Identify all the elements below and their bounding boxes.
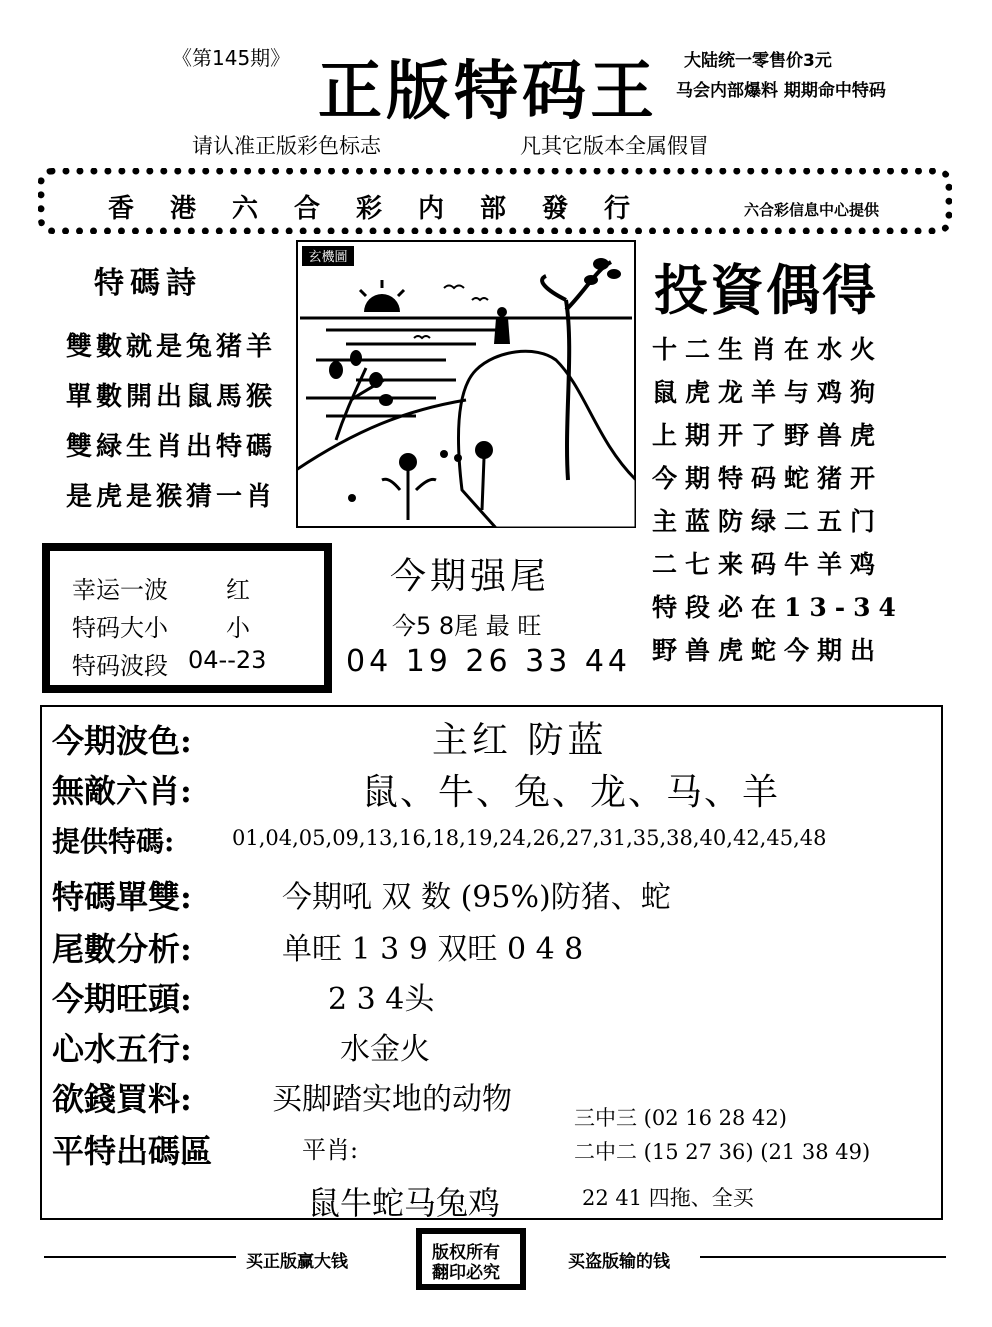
poem-line: 是虎是猴猜一肖 <box>66 482 277 512</box>
issue-number: 《第145期》 <box>172 46 291 70</box>
footer-right-text: 买盗版输的钱 <box>568 1252 670 1272</box>
page-title: 正版特码王 <box>318 54 658 129</box>
row-value-oddeven: 今期吼 双 数 (95%)防猪、蛇 <box>282 880 671 915</box>
lucky-value: 小 <box>226 614 250 642</box>
authenticity-note-right: 凡其它版本全属假冒 <box>520 134 709 158</box>
row-label-element: 心水五行: <box>52 1030 192 1068</box>
invest-line: 特段必在13-34 <box>652 593 904 622</box>
price-note: 大陆统一零售价3元 <box>684 51 832 71</box>
poem-line: 雙緑生肖出特碼 <box>66 432 277 462</box>
row-label-head: 今期旺頭: <box>52 980 192 1018</box>
flat-animals: 鼠牛蛇马兔鸡 <box>308 1184 501 1222</box>
flat-line: 22 41 四拖、全买 <box>582 1186 754 1210</box>
authenticity-note-left: 请认准正版彩色标志 <box>192 134 381 158</box>
picture-caption: 玄機圖 <box>308 250 348 265</box>
row-label-tail: 尾數分析: <box>52 930 192 968</box>
lucky-label: 幸运一波 <box>72 576 168 604</box>
row-value-six: 鼠、牛、兔、龙、马、羊 <box>362 772 781 813</box>
copyright-text: 版权所有 <box>432 1243 500 1263</box>
riddle-picture <box>296 240 636 528</box>
strong-tail-numbers: 04 19 26 33 44 <box>346 644 632 679</box>
lucky-label: 特码波段 <box>72 652 168 680</box>
banner-subtext: 六合彩信息中心提供 <box>744 201 880 219</box>
banner-text: 香港六合彩内部發行 <box>108 194 667 224</box>
row-label-six: 無敵六肖: <box>52 772 192 810</box>
row-value-color: 主红 防蓝 <box>432 720 608 761</box>
row-value-head: 2 3 4头 <box>328 982 435 1017</box>
invest-title: 投資偶得 <box>654 258 878 322</box>
lucky-label: 特码大小 <box>72 614 168 642</box>
row-label-money: 欲錢買料: <box>52 1080 192 1118</box>
row-label-flat: 平特出碼區 <box>52 1132 213 1170</box>
row-label-nums: 提供特碼: <box>52 825 175 858</box>
inside-note: 马会内部爆料 期期命中特码 <box>676 81 886 101</box>
invest-line: 二七来码牛羊鸡 <box>652 550 884 579</box>
flat-line: 二中二 (15 27 36) (21 38 49) <box>574 1140 871 1164</box>
flat-sub-label: 平肖: <box>302 1136 359 1164</box>
row-label-color: 今期波色: <box>52 722 192 760</box>
invest-line: 今期特码蛇猪开 <box>652 464 884 493</box>
row-value-tail: 单旺 1 3 9 双旺 0 4 8 <box>282 932 584 967</box>
footer-rule-right <box>700 1256 946 1258</box>
row-value-nums: 01,04,05,09,13,16,18,19,24,26,27,31,35,38,40,42,45,48 <box>232 826 827 850</box>
row-value-money: 买脚踏实地的动物 <box>272 1082 512 1117</box>
invest-line: 主蓝防绿二五门 <box>652 507 884 536</box>
footer-rule-left <box>44 1256 236 1258</box>
copyright-text: 翻印必究 <box>432 1263 500 1283</box>
lucky-value: 红 <box>226 576 250 604</box>
poem-line: 單數開出鼠馬猴 <box>66 382 277 412</box>
row-value-element: 水金火 <box>340 1032 430 1067</box>
footer-left-text: 买正版赢大钱 <box>246 1252 348 1272</box>
poem-title: 特碼詩 <box>94 266 202 301</box>
lucky-value: 04--23 <box>188 646 267 674</box>
row-label-oddeven: 特碼單雙: <box>52 878 192 916</box>
invest-line: 上期开了野兽虎 <box>652 421 884 450</box>
strong-tail-sub: 今5 8尾 最 旺 <box>392 612 542 640</box>
strong-tail-title: 今期强尾 <box>390 556 551 597</box>
flat-line: 三中三 (02 16 28 42) <box>574 1106 787 1130</box>
invest-line: 鼠虎龙羊与鸡狗 <box>652 378 884 407</box>
invest-line: 十二生肖在水火 <box>652 335 884 364</box>
poem-line: 雙數就是兔猪羊 <box>66 332 277 362</box>
invest-line: 野兽虎蛇今期出 <box>652 636 884 665</box>
